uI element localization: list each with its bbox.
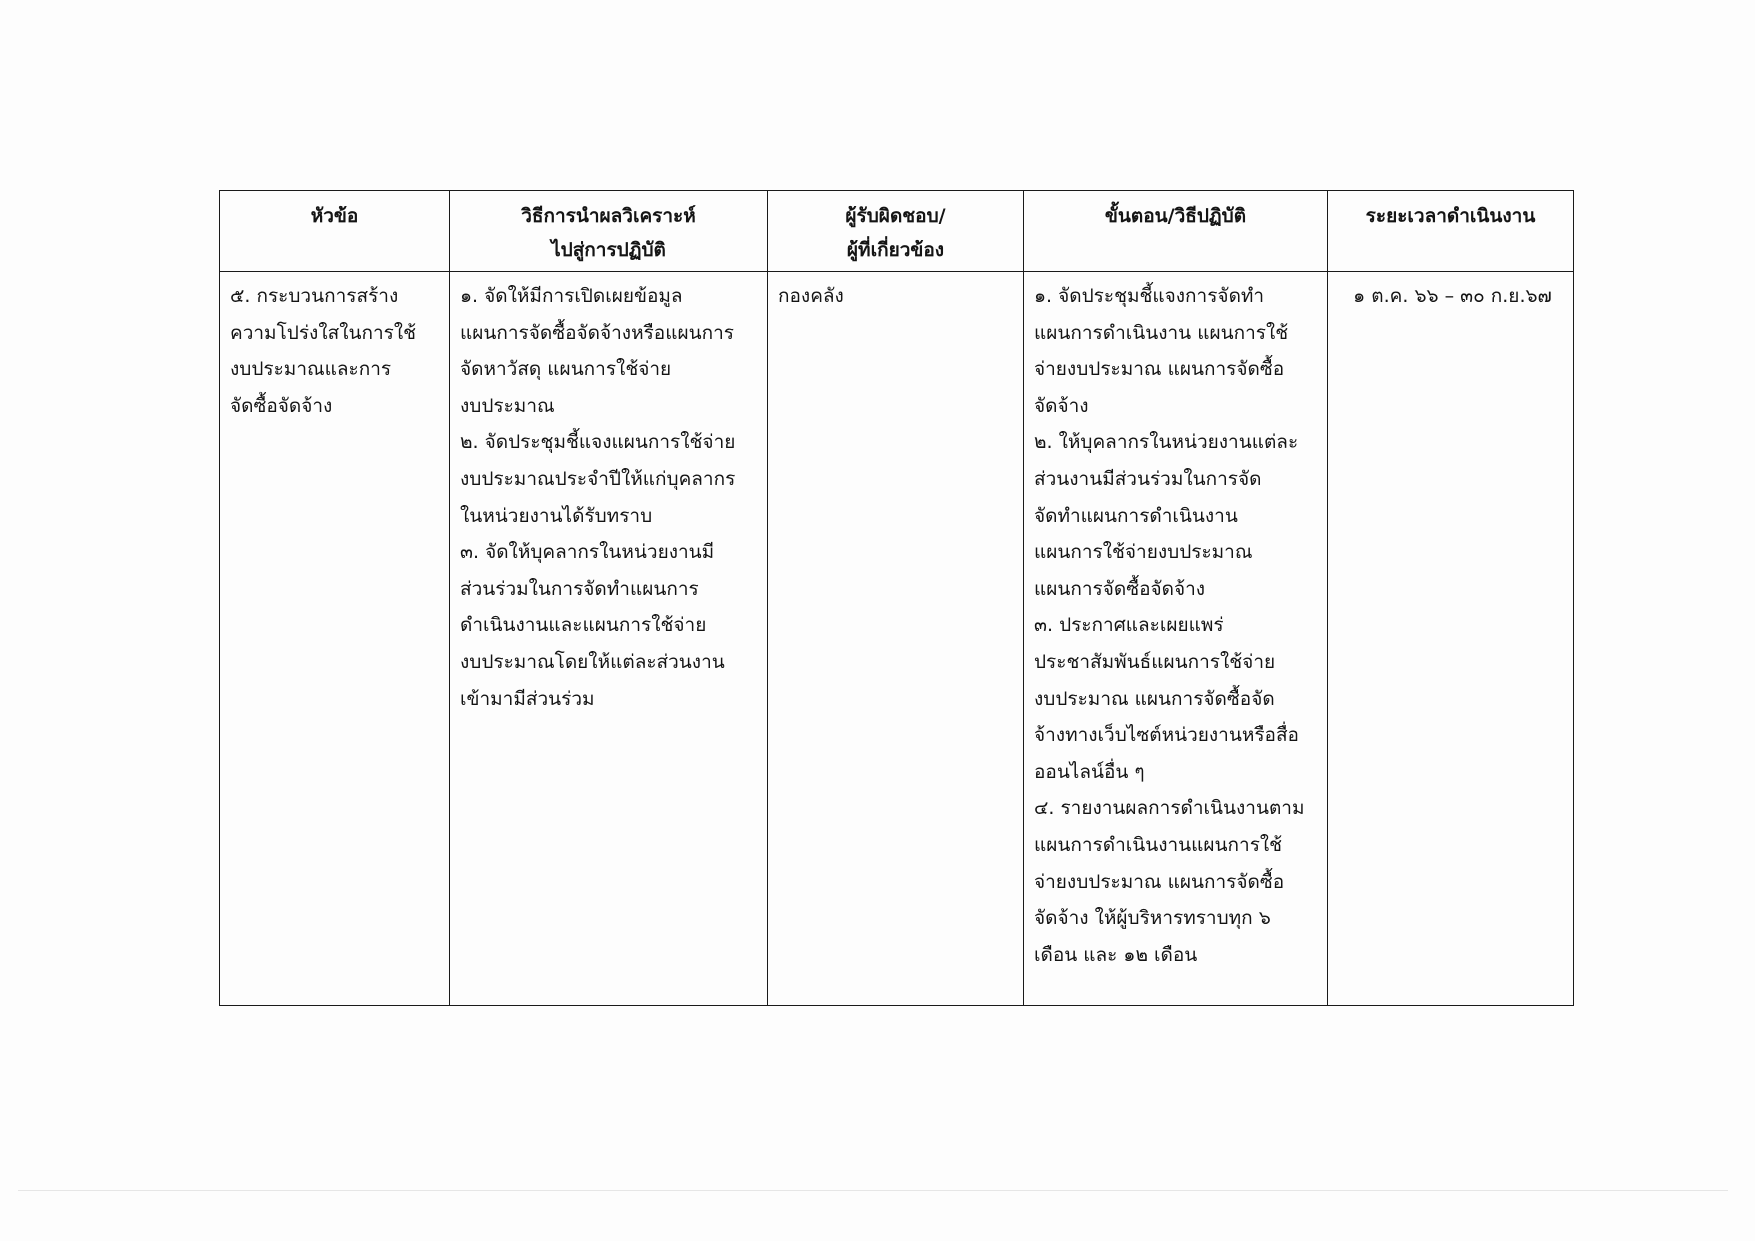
header-responsible: ผู้รับผิดชอบ/ ผู้ที่เกี่ยวข้อง bbox=[768, 191, 1024, 272]
operation-plan-table bbox=[219, 190, 1574, 1006]
header-steps: ขั้นตอน/วิธีปฏิบัติ bbox=[1024, 191, 1328, 272]
cell-topic: ๕. กระบวนการสร้าง ความโปร่งใสในการใช้ งบประมาณและการ จัดซื้อจัดจ้าง bbox=[220, 272, 450, 1006]
cell-period: ๑ ต.ค. ๖๖ – ๓๐ ก.ย.๖๗ bbox=[1328, 272, 1574, 1006]
table-header-row bbox=[220, 191, 1574, 272]
header-topic: หัวข้อ bbox=[220, 191, 450, 272]
scan-edge-divider bbox=[18, 1190, 1728, 1191]
cell-responsible: กองคลัง bbox=[768, 272, 1024, 1006]
cell-steps: ๑. จัดประชุมชี้แจงการจัดทำ แผนการดำเนินงาน แผนการใช้ จ่ายงบประมาณ แผนการจัดซื้อ จัดจ้าง ๒. ให้บุคลากรในหน่วยงานแต่ละ ส่วนงานมีส่วนร่วมในการจัด จัดทำแผนการดำเนินงาน แผนการใช้จ่ายงบประมาณ แผนการจัดซื้อจัดจ้าง ๓. ประกาศและเผยแพร่ ประชาสัมพันธ์แผนการใช้จ่าย งบประมาณ แผนการจัดซื้อจัด จ้างทางเว็บไซต์หน่วยงานหรือสื่อ ออนไลน์อื่น ๆ ๔. รายงานผลการดำเนินงานตาม แผนการดำเนินงานแผนการใช้ จ่ายงบประมาณ แผนการจัดซื้อ จัดจ้าง ให้ผู้บริหารทราบทุก ๖ เดือน และ ๑๒ เดือน bbox=[1024, 272, 1328, 1006]
header-period: ระยะเวลาดำเนินงาน bbox=[1328, 191, 1574, 272]
cell-method: ๑. จัดให้มีการเปิดเผยข้อมูล แผนการจัดซื้อจัดจ้างหรือแผนการ จัดหาวัสดุ แผนการใช้จ่าย งบประมาณ ๒. จัดประชุมชี้แจงแผนการใช้จ่าย งบประมาณประจำปีให้แก่บุคลากร ในหน่วยงานได้รับทราบ ๓. จัดให้บุคลากรในหน่วยงานมี ส่วนร่วมในการจัดทำแผนการ ดำเนินงานและแผนการใช้จ่าย งบประมาณโดยให้แต่ละส่วนงาน เข้ามามีส่วนร่วม bbox=[450, 272, 768, 1006]
table-row bbox=[220, 272, 1574, 1006]
header-method: วิธีการนำผลวิเคราะห์ ไปสู่การปฏิบัติ bbox=[450, 191, 768, 272]
